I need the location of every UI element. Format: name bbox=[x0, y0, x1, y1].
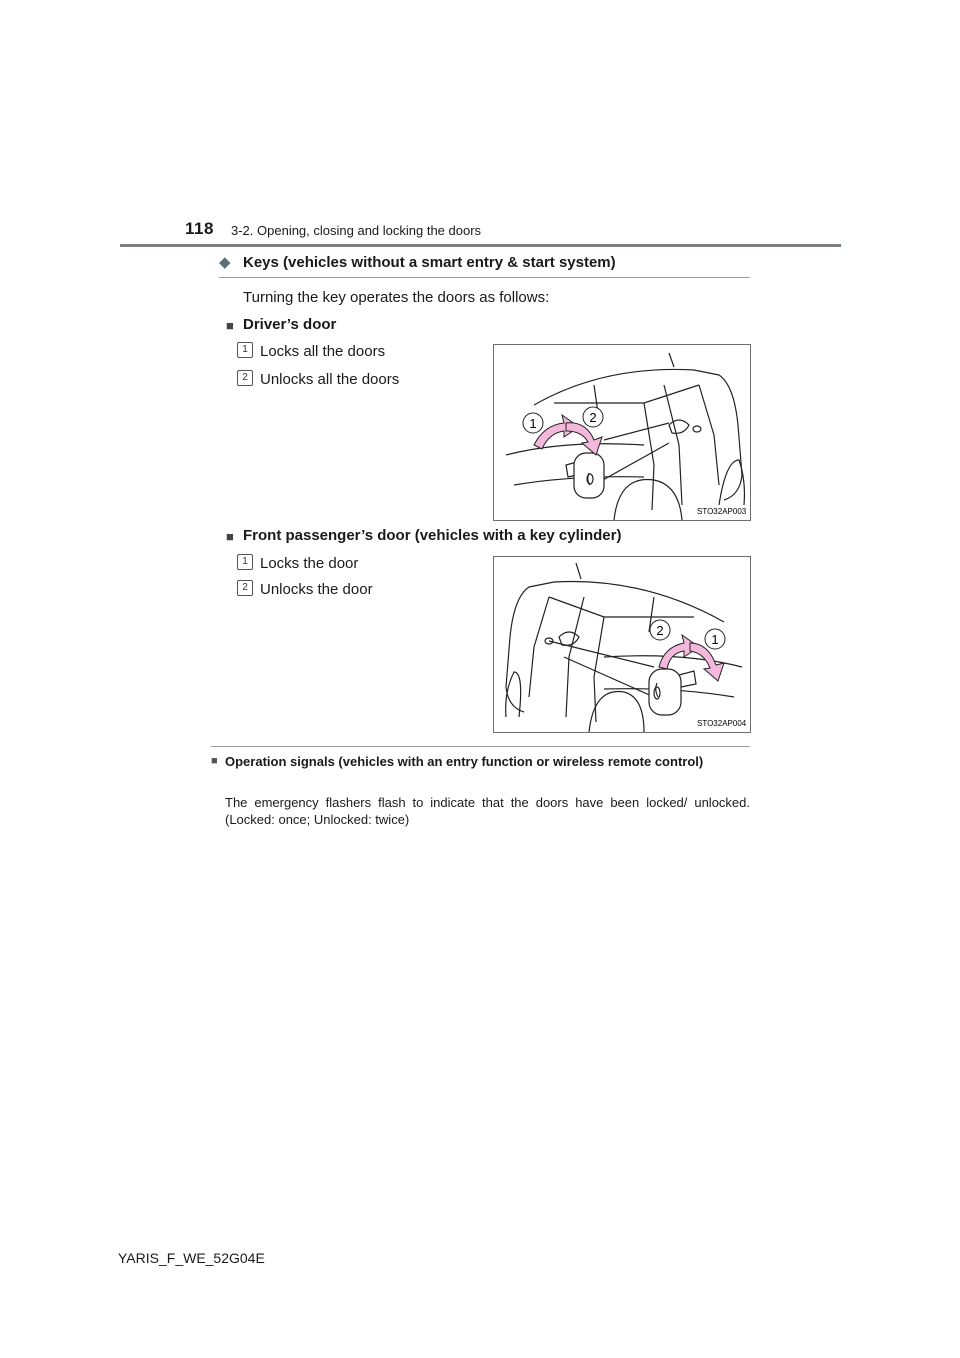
note-body: The emergency flashers flash to indicate that the doors have been locked/ unlocked. (Locked: once; Unlocked: twice) bbox=[225, 795, 750, 827]
step-number-1: 1 bbox=[237, 554, 253, 570]
square-bullet-icon: ■ bbox=[226, 318, 234, 333]
drivers-door-item-2: Unlocks all the doors bbox=[260, 371, 400, 388]
drivers-door-figure bbox=[493, 344, 751, 521]
section-title: 3-2. Opening, closing and locking the doors bbox=[231, 223, 482, 238]
step-number-2: 2 bbox=[237, 580, 253, 596]
square-bullet-icon: ■ bbox=[211, 755, 218, 767]
diamond-bullet-icon: ◆ bbox=[219, 254, 231, 271]
callout-1: 1 bbox=[711, 632, 719, 647]
note-title: Operation signals (vehicles with an entry function or wireless remote control) bbox=[225, 754, 704, 769]
callout-1: 1 bbox=[529, 416, 537, 431]
page-number: 118 bbox=[185, 219, 214, 238]
passenger-door-item-1: Locks the door bbox=[260, 555, 359, 572]
passenger-door-item-2: Unlocks the door bbox=[260, 581, 373, 598]
drivers-door-title: Driver’s door bbox=[243, 316, 337, 333]
step-number-2: 2 bbox=[237, 370, 253, 386]
step-number-1: 1 bbox=[237, 342, 253, 358]
keys-section-title: Keys (vehicles without a smart entry & start system) bbox=[243, 254, 616, 271]
note-divider bbox=[211, 746, 750, 747]
figure-code: STO32AP003 bbox=[697, 507, 747, 516]
square-bullet-icon: ■ bbox=[226, 529, 234, 544]
callout-2: 2 bbox=[589, 410, 597, 425]
keys-intro-text: Turning the key operates the doors as follows: bbox=[243, 289, 550, 306]
document-code: YARIS_F_WE_52G04E bbox=[118, 1250, 265, 1266]
passenger-door-figure bbox=[493, 556, 751, 733]
keys-section-divider bbox=[219, 277, 750, 278]
header-divider bbox=[120, 244, 841, 247]
unlock-arrow bbox=[566, 423, 602, 455]
passenger-door-title: Front passenger’s door (vehicles with a key cylinder) bbox=[243, 527, 622, 544]
drivers-door-item-1: Locks all the doors bbox=[260, 343, 386, 360]
drivers-door-illustration bbox=[494, 345, 750, 520]
passenger-door-illustration bbox=[494, 557, 750, 732]
callout-2: 2 bbox=[656, 623, 664, 638]
figure-code: STO32AP004 bbox=[697, 719, 747, 728]
